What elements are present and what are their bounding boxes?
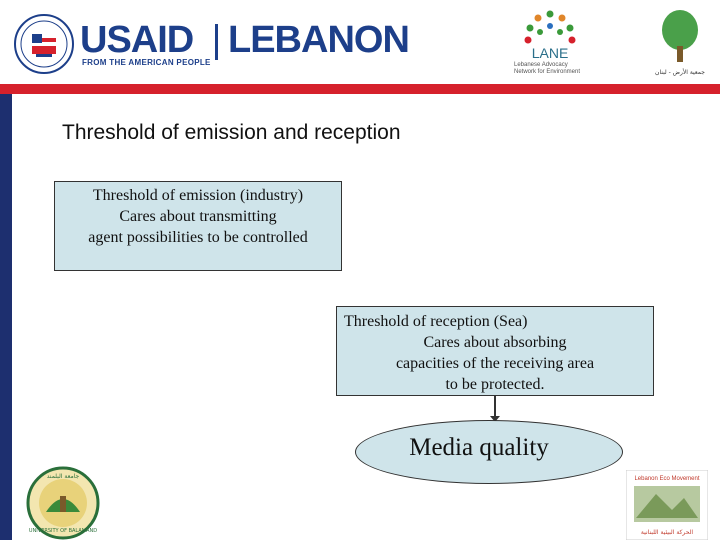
lane-subtitle: Lebanese Advocacy Network for Environment xyxy=(514,62,581,75)
emission-box-line: Threshold of emission (industry) xyxy=(92,187,304,204)
header xyxy=(0,0,720,84)
header-red-bar xyxy=(0,84,720,94)
left-accent-bar xyxy=(0,94,12,540)
lane-logo-text: LANE xyxy=(531,45,569,61)
reception-box-line: Cares about absorbing xyxy=(423,334,567,351)
reception-box-line: Threshold of reception (Sea) xyxy=(344,313,528,330)
emission-box-line: agent possibilities to be controlled xyxy=(88,229,308,246)
eco-arabic: الحركة البيئية اللبنانية xyxy=(640,529,694,536)
media-quality-label: Media quality xyxy=(409,434,549,461)
eco-movement-logo xyxy=(626,470,708,540)
usaid-logo: USAID xyxy=(80,19,194,61)
usaid-tagline: FROM THE AMERICAN PEOPLE xyxy=(82,58,211,67)
reception-threshold-box xyxy=(336,306,654,396)
lebanon-logo-text: LEBANON xyxy=(228,19,409,61)
tree-logo-icon xyxy=(652,6,708,80)
reception-box-line: capacities of the receiving area xyxy=(395,355,595,372)
emission-threshold-box xyxy=(54,181,342,271)
eco-name: Lebanon Eco Movement xyxy=(634,476,700,482)
usaid-seal-icon xyxy=(14,14,74,74)
emission-box-line: Cares about transmitting xyxy=(119,208,277,225)
reception-box-line: to be protected. xyxy=(445,376,545,393)
logo-divider xyxy=(215,24,218,60)
university-name: UNIVERSITY OF BALAMAND xyxy=(28,528,98,534)
slide-title: Threshold of emission and reception xyxy=(62,121,401,144)
university-logo xyxy=(26,466,100,540)
university-arabic: جامعة البلمند xyxy=(46,473,80,480)
tree-caption: جمعية الأرض - لبنان xyxy=(655,69,705,76)
